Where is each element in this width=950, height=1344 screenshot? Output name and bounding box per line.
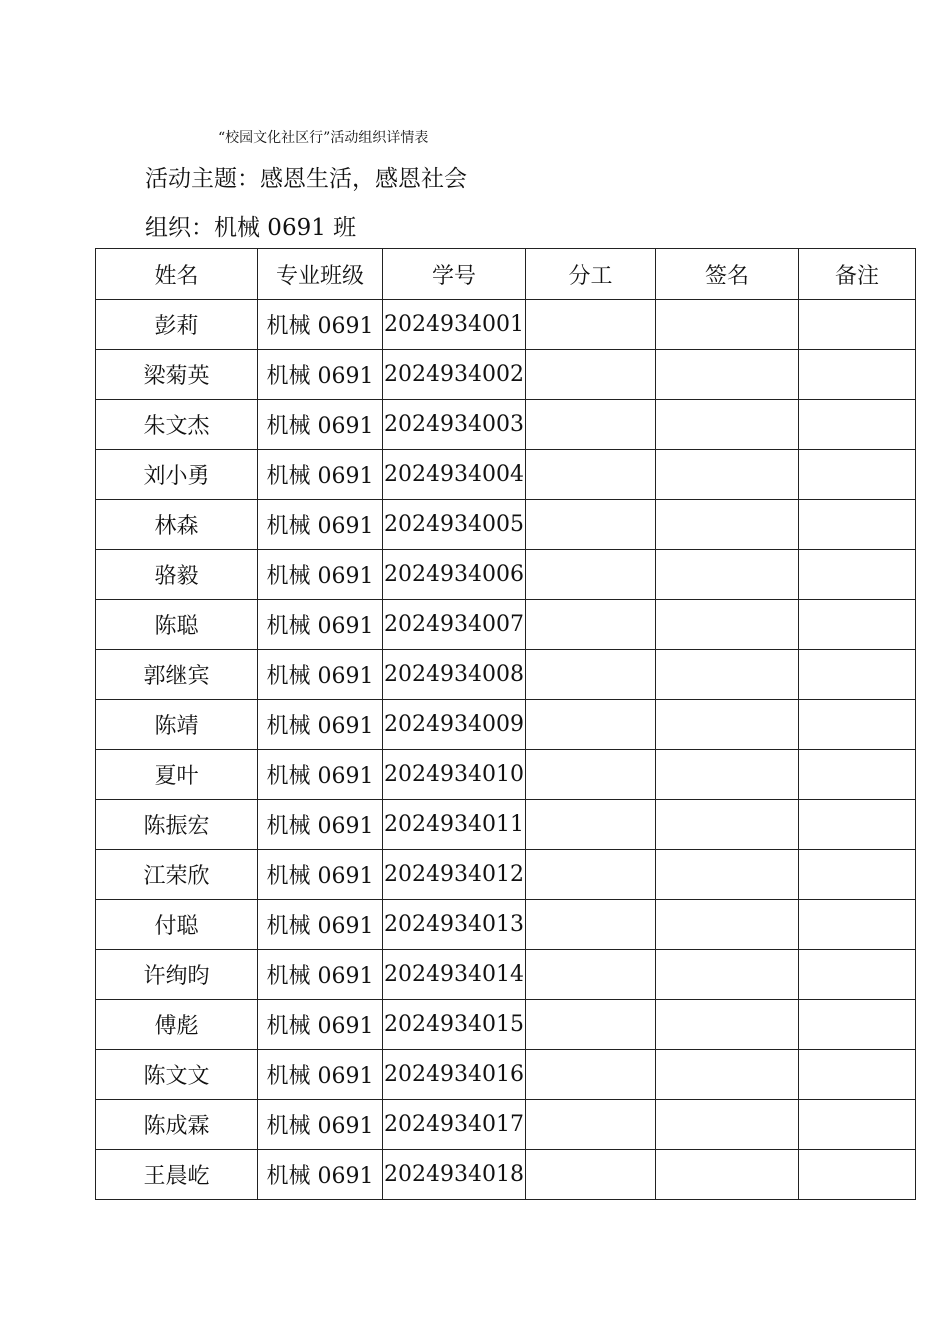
cell-class: 机械 0691 — [258, 550, 383, 600]
cell-note — [799, 600, 916, 650]
cell-role — [526, 700, 656, 750]
header-role: 分工 — [526, 249, 656, 300]
document-title: “校园文化社区行”活动组织详情表 — [218, 130, 429, 146]
cell-class: 机械 0691 — [258, 600, 383, 650]
cell-signature — [656, 600, 799, 650]
cell-signature — [656, 450, 799, 500]
cell-class: 机械 0691 — [258, 650, 383, 700]
cell-name: 陈聪 — [96, 600, 258, 650]
cell-signature — [656, 850, 799, 900]
cell-role — [526, 300, 656, 350]
cell-signature — [656, 550, 799, 600]
cell-name: 陈振宏 — [96, 800, 258, 850]
cell-note — [799, 1150, 916, 1200]
cell-signature — [656, 1000, 799, 1050]
cell-note — [799, 300, 916, 350]
cell-note — [799, 1100, 916, 1150]
cell-class: 机械 0691 — [258, 450, 383, 500]
cell-student-id: 2024934001 — [383, 300, 526, 350]
cell-student-id: 2024934010 — [383, 750, 526, 800]
table-row — [96, 700, 916, 750]
header-class: 专业班级 — [258, 249, 383, 300]
cell-student-id: 2024934006 — [383, 550, 526, 600]
cell-class: 机械 0691 — [258, 1050, 383, 1100]
cell-student-id: 2024934007 — [383, 600, 526, 650]
cell-class: 机械 0691 — [258, 1150, 383, 1200]
table-row — [96, 300, 916, 350]
cell-note — [799, 650, 916, 700]
cell-student-id: 2024934008 — [383, 650, 526, 700]
cell-signature — [656, 350, 799, 400]
table-row — [96, 1050, 916, 1100]
cell-student-id: 2024934012 — [383, 850, 526, 900]
cell-student-id: 2024934017 — [383, 1100, 526, 1150]
cell-student-id: 2024934015 — [383, 1000, 526, 1050]
cell-signature — [656, 1100, 799, 1150]
cell-signature — [656, 300, 799, 350]
cell-role — [526, 800, 656, 850]
cell-note — [799, 1000, 916, 1050]
cell-student-id: 2024934016 — [383, 1050, 526, 1100]
cell-role — [526, 650, 656, 700]
table-row — [96, 550, 916, 600]
cell-name: 王晨屹 — [96, 1150, 258, 1200]
cell-signature — [656, 1150, 799, 1200]
cell-name: 朱文杰 — [96, 400, 258, 450]
cell-class: 机械 0691 — [258, 800, 383, 850]
cell-role — [526, 900, 656, 950]
cell-note — [799, 350, 916, 400]
cell-note — [799, 750, 916, 800]
cell-note — [799, 950, 916, 1000]
cell-role — [526, 750, 656, 800]
cell-signature — [656, 400, 799, 450]
cell-role — [526, 350, 656, 400]
header-student-id: 学号 — [383, 249, 526, 300]
table-row — [96, 400, 916, 450]
cell-name: 许绚昀 — [96, 950, 258, 1000]
cell-student-id: 2024934009 — [383, 700, 526, 750]
cell-signature — [656, 650, 799, 700]
header-signature: 签名 — [656, 249, 799, 300]
cell-note — [799, 850, 916, 900]
cell-name: 江荣欣 — [96, 850, 258, 900]
cell-role — [526, 400, 656, 450]
table-row — [96, 450, 916, 500]
cell-note — [799, 800, 916, 850]
cell-name: 骆毅 — [96, 550, 258, 600]
cell-class: 机械 0691 — [258, 350, 383, 400]
cell-class: 机械 0691 — [258, 500, 383, 550]
cell-name: 陈文文 — [96, 1050, 258, 1100]
cell-name: 陈靖 — [96, 700, 258, 750]
activity-theme: 活动主题：感恩生活，感恩社会 — [145, 166, 467, 192]
organizer-line: 组织：机械 0691 班 — [145, 215, 357, 241]
cell-name: 付聪 — [96, 900, 258, 950]
cell-role — [526, 550, 656, 600]
table-row — [96, 950, 916, 1000]
table-row — [96, 1100, 916, 1150]
cell-class: 机械 0691 — [258, 900, 383, 950]
cell-class: 机械 0691 — [258, 700, 383, 750]
cell-student-id: 2024934002 — [383, 350, 526, 400]
table-row — [96, 350, 916, 400]
cell-class: 机械 0691 — [258, 750, 383, 800]
cell-role — [526, 1050, 656, 1100]
cell-role — [526, 1000, 656, 1050]
cell-student-id: 2024934004 — [383, 450, 526, 500]
cell-student-id: 2024934005 — [383, 500, 526, 550]
roster-table — [95, 248, 916, 1200]
cell-note — [799, 1050, 916, 1100]
table-row — [96, 750, 916, 800]
table-row — [96, 900, 916, 950]
cell-role — [526, 950, 656, 1000]
cell-role — [526, 1100, 656, 1150]
table-row — [96, 850, 916, 900]
table-header-row — [96, 249, 916, 300]
cell-student-id: 2024934013 — [383, 900, 526, 950]
table-row — [96, 500, 916, 550]
cell-class: 机械 0691 — [258, 400, 383, 450]
cell-signature — [656, 500, 799, 550]
cell-signature — [656, 900, 799, 950]
cell-note — [799, 700, 916, 750]
cell-student-id: 2024934011 — [383, 800, 526, 850]
table-row — [96, 600, 916, 650]
header-name: 姓名 — [96, 249, 258, 300]
cell-class: 机械 0691 — [258, 850, 383, 900]
cell-note — [799, 400, 916, 450]
cell-name: 刘小勇 — [96, 450, 258, 500]
table-row — [96, 1000, 916, 1050]
cell-student-id: 2024934014 — [383, 950, 526, 1000]
cell-name: 林森 — [96, 500, 258, 550]
cell-name: 夏叶 — [96, 750, 258, 800]
header-note: 备注 — [799, 249, 916, 300]
cell-note — [799, 550, 916, 600]
cell-signature — [656, 700, 799, 750]
table-row — [96, 800, 916, 850]
table-row — [96, 650, 916, 700]
cell-name: 郭继宾 — [96, 650, 258, 700]
cell-note — [799, 500, 916, 550]
cell-class: 机械 0691 — [258, 1100, 383, 1150]
cell-note — [799, 900, 916, 950]
cell-note — [799, 450, 916, 500]
table-row — [96, 1150, 916, 1200]
cell-class: 机械 0691 — [258, 300, 383, 350]
cell-role — [526, 1150, 656, 1200]
cell-name: 陈成霖 — [96, 1100, 258, 1150]
cell-class: 机械 0691 — [258, 950, 383, 1000]
cell-signature — [656, 1050, 799, 1100]
cell-name: 梁菊英 — [96, 350, 258, 400]
cell-student-id: 2024934018 — [383, 1150, 526, 1200]
cell-class: 机械 0691 — [258, 1000, 383, 1050]
cell-signature — [656, 950, 799, 1000]
cell-signature — [656, 800, 799, 850]
cell-signature — [656, 750, 799, 800]
cell-name: 傅彪 — [96, 1000, 258, 1050]
cell-role — [526, 850, 656, 900]
cell-role — [526, 600, 656, 650]
roster-body — [96, 300, 916, 1200]
cell-student-id: 2024934003 — [383, 400, 526, 450]
cell-name: 彭莉 — [96, 300, 258, 350]
cell-role — [526, 450, 656, 500]
cell-role — [526, 500, 656, 550]
